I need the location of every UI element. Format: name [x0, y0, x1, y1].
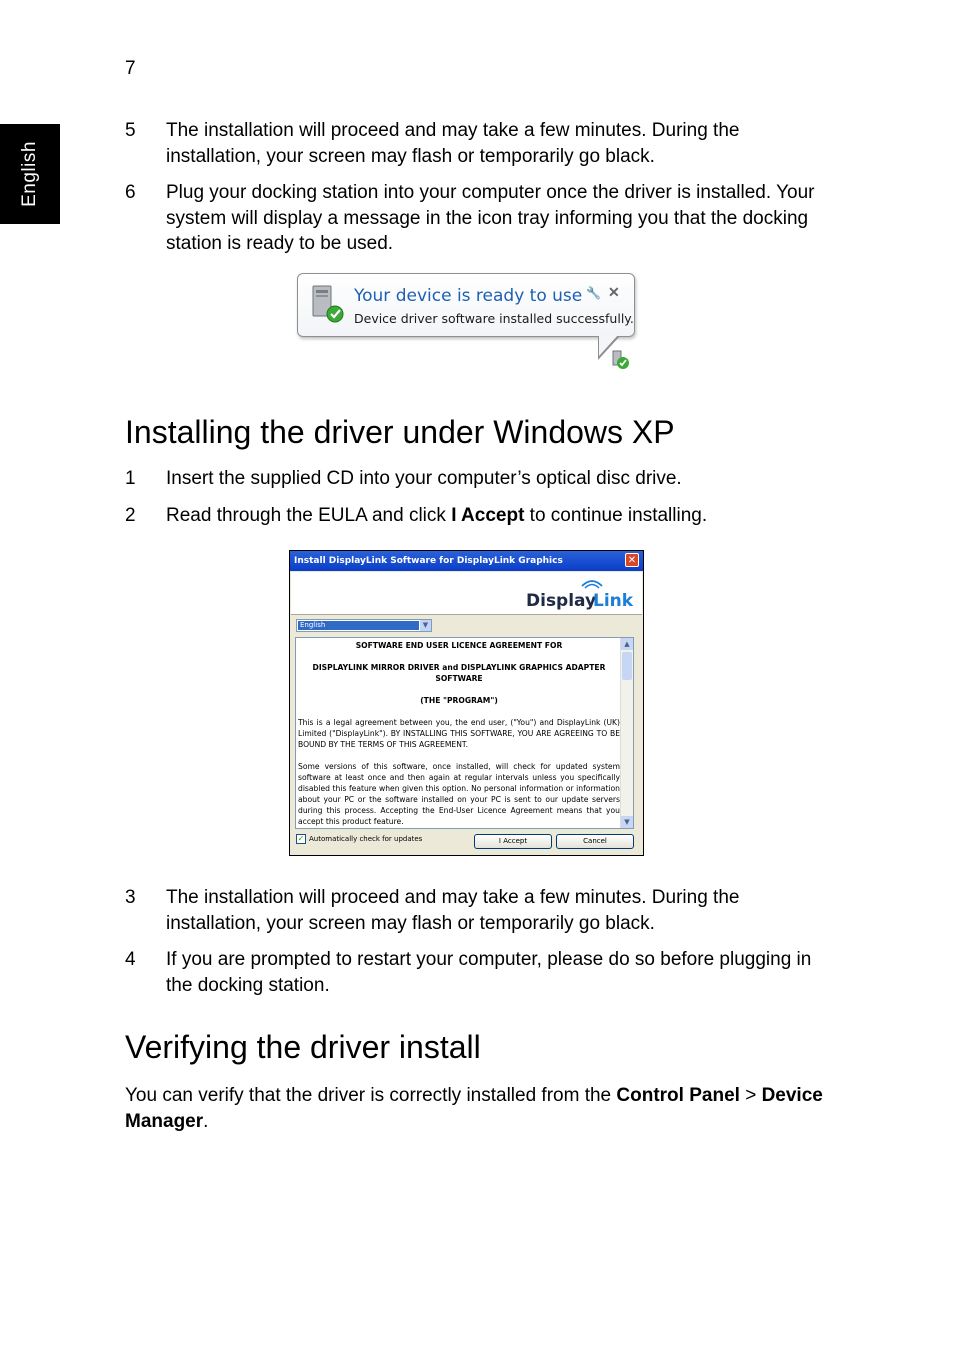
step-text: If you are prompted to restart your computer, please do so before plugging in the docking station.: [166, 949, 812, 996]
displaylink-logo: [524, 576, 634, 612]
step-1: [125, 466, 825, 492]
control-panel-emphasis: Control Panel: [616, 1085, 740, 1106]
language-select-value: English: [298, 621, 419, 630]
window-title: Install DisplayLink Software for DisplayLink Graphics: [294, 556, 563, 566]
page-number: 7: [125, 58, 136, 79]
verify-paragraph: You can verify that the driver is correctly installed from the Control Panel > Device Manager.: [125, 1085, 823, 1132]
window-close-button[interactable]: ✕: [625, 553, 639, 567]
displaylink-install-window: [289, 550, 644, 856]
tray-device-icon: [611, 350, 631, 370]
eula-paragraph: This is a legal agreement between you, the end user, ("You") and DisplayLink (UK) Limited ("DisplayLink"). BY INSTALLING THIS SOFTWARE, YOU ARE AGREEING TO BE BOUND BY THE TERMS OF THIS AGREEMENT.: [298, 718, 620, 749]
language-select[interactable]: [296, 619, 432, 632]
step-text: The installation will proceed and may take a few minutes. During the installation, your screen may flash or temporarily go black.: [166, 120, 740, 167]
step-4: [125, 947, 825, 998]
step-text: Insert the supplied CD into your computer’s optical disc drive.: [166, 468, 682, 489]
accept-emphasis: I Accept: [451, 505, 525, 526]
step-number: 4: [125, 949, 136, 970]
svg-text:Display: Display: [526, 591, 597, 611]
svg-text:Link: Link: [593, 591, 634, 611]
side-tab-label: English: [19, 141, 41, 207]
scroll-down-icon[interactable]: ▼: [621, 816, 633, 828]
step-number: 2: [125, 505, 136, 526]
section-heading-verify: Verifying the driver install: [125, 1029, 481, 1065]
wrench-icon[interactable]: 🔧: [586, 286, 601, 300]
scroll-up-icon[interactable]: ▲: [621, 638, 633, 650]
eula-heading: DISPLAYLINK MIRROR DRIVER and DISPLAYLINK GRAPHICS ADAPTER SOFTWARE: [312, 663, 606, 683]
section-heading-xp: Installing the driver under Windows XP: [125, 414, 675, 450]
step-5: [125, 118, 825, 169]
step-number: 5: [125, 120, 136, 141]
eula-heading: SOFTWARE END USER LICENCE AGREEMENT FOR: [355, 641, 563, 650]
scroll-thumb[interactable]: [622, 652, 632, 680]
step-text: Read through the EULA and click I Accept to continue installing.: [166, 505, 708, 526]
device-ready-notification: [297, 273, 635, 337]
eula-textbox[interactable]: [295, 637, 634, 829]
step-3: [125, 885, 825, 936]
i-accept-button[interactable]: I Accept: [474, 834, 552, 849]
auto-update-label: Automatically check for updates: [309, 835, 423, 843]
step-6: [125, 180, 825, 257]
window-header: [291, 572, 642, 615]
step-2: [125, 503, 825, 529]
close-icon[interactable]: ✕: [608, 284, 620, 300]
language-side-tab: [0, 124, 60, 224]
cancel-button[interactable]: Cancel: [556, 834, 634, 849]
step-number: 6: [125, 182, 136, 203]
step-number: 1: [125, 468, 136, 489]
step-number: 3: [125, 887, 136, 908]
step-text: The installation will proceed and may take a few minutes. During the installation, your screen may flash or temporarily go black.: [166, 887, 740, 934]
notification-subtitle: Device driver software installed successfully.: [354, 311, 634, 326]
eula-scrollbar[interactable]: [620, 638, 633, 828]
eula-paragraph: Some versions of this software, once installed, will check for updated system software at least once and then again at regular intervals unless you specifically disabled this feature when given this option. No personal information or information about your PC or the software installed on your PC is sent to our update servers during this process. Accepting the End-User Licence Agreement means that you accept this product feature.: [298, 762, 620, 826]
device-manager-emphasis: Device Manager: [125, 1085, 823, 1132]
notification-title: Your device is ready to use: [354, 286, 583, 306]
device-check-icon: [310, 284, 346, 324]
chevron-down-icon[interactable]: ▼: [420, 620, 431, 631]
auto-update-checkbox[interactable]: ✓: [297, 834, 305, 843]
window-titlebar: [290, 551, 643, 571]
eula-heading: (THE "PROGRAM"): [420, 696, 498, 705]
step-text: Plug your docking station into your computer once the driver is installed. Your system will display a message in the icon tray informing you that the docking station is ready to be used.: [166, 182, 815, 254]
